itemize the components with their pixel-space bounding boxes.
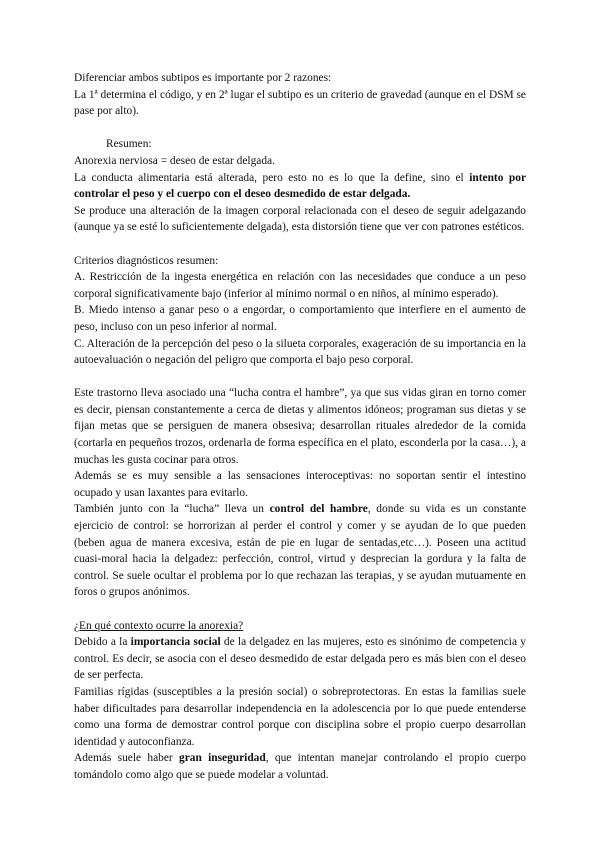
document-page: [74, 70, 526, 784]
criterios-heading: Criterios diagnósticos resumen:: [74, 254, 219, 267]
text-run: Debido a la: [74, 636, 131, 649]
text-run: La conducta alimentaria está alterada, pero esto no es lo que la define, sino el: [74, 171, 470, 184]
contexto-heading: ¿En qué contexto ocurre la anorexia?: [74, 619, 244, 632]
text-run: También junto con la “lucha” lleva un: [74, 503, 270, 516]
resumen-heading: Resumen:: [106, 138, 152, 151]
bold-text: control del hambre: [269, 503, 368, 516]
trastorno-paragraph-1: Este trastorno lleva asociado una “lucha contra el hambre”, ya que sus vidas giran en torno comer es decir, piensan constantemente a cerca de dietas y alimentos idóneos; programan sus dietas y se fijan metas que se persiguen de manera obsesiva; desarrollan rituales alrededor de la comida (cortarla en pequeños trozos, ordenarla de forma específica en el plato, esconderla por la casa…), a muchas les gusta cocinar para otros.: [74, 387, 526, 466]
contexto-paragraph-1: [74, 634, 526, 684]
text-run: , donde su vida es un constante ejercicio de control: se horrorizan al perder el control y comer y se ayudan de lo que pueden (beben agua de manera excesiva, están de pie en lugar de sentadas,etc…). Poseen una actitud cuasi-moral hacia la delgadez: perfección, control, virtud y desprecian la gordura y la falta de control. Se suele ocultar el problema por lo que rechazan las terapias, y se ayudan mutuamente en foros o grupos anónimos.: [74, 503, 527, 599]
intro-line-2: La 1ª determina el código, y en 2ª lugar el subtipo es un criterio de gravedad (aunque en el DSM se pase por alto).: [74, 88, 526, 118]
bold-text: gran inseguridad: [179, 752, 266, 765]
criterio-c: C. Alteración de la percepción del peso o la silueta corporales, exageración de su importancia en la autoevaluación o negación del peligro que comporta el bajo peso corporal.: [74, 337, 526, 367]
trastorno-paragraph-2: Además se es muy sensible a las sensaciones interoceptivas: no soportan sentir el intestino ocupado y usan laxantes para evitarlo.: [74, 470, 526, 499]
contexto-paragraph-3: [74, 750, 526, 783]
text-run: Además suele haber: [74, 752, 179, 765]
text-run: , que intentan manejar controlando el propio cuerpo tomándolo como algo que se puede modelar a voluntad.: [74, 752, 526, 781]
text-run: de la delgadez en las mujeres, esto es sinónimo de competencia y control. Es decir, se asocia con el deseo desmedido de estar delgada pero es más bien con el deseo de ser perfecta.: [74, 636, 526, 682]
resumen-definition: Anorexia nerviosa = deseo de estar delgada.: [74, 154, 275, 167]
criterio-a: A. Restricción de la ingesta energética en relación con las necesidades que conduce a un peso corporal significativamente bajo (inferior al mínimo normal o en niños, al mínimo esperado).: [74, 271, 526, 300]
bold-text: importancia social: [130, 636, 221, 649]
trastorno-paragraph-3: [74, 501, 526, 601]
bold-text: intento por controlar el peso y el cuerpo con el deseo desmedido de estar delgada.: [74, 171, 526, 201]
resumen-paragraph-1: [74, 170, 526, 203]
contexto-paragraph-2: Familias rígidas (susceptibles a la presión social) o sobreprotectoras. En estas la familias suele haber dificultades para desarrollar independencia en la adolescencia por lo que puede entenderse como una forma de demostrar control porque con disciplina sobre el propio cuerpo desarrollan identidad y autoconfianza.: [74, 685, 526, 748]
resumen-paragraph-2: Se produce una alteración de la imagen corporal relacionada con el deseo de seguir adelgazando (aunque ya se esté lo suficientemente delgada), esta distorsión tiene que ver con patrones estéticos.: [74, 204, 526, 234]
intro-line-1: Diferenciar ambos subtipos es importante por 2 razones:: [74, 72, 332, 84]
criterio-b: B. Miedo intenso a ganar peso o a engordar, o comportamiento que interfiere en el aumento de peso, incluso con un peso inferior al normal.: [74, 304, 526, 333]
